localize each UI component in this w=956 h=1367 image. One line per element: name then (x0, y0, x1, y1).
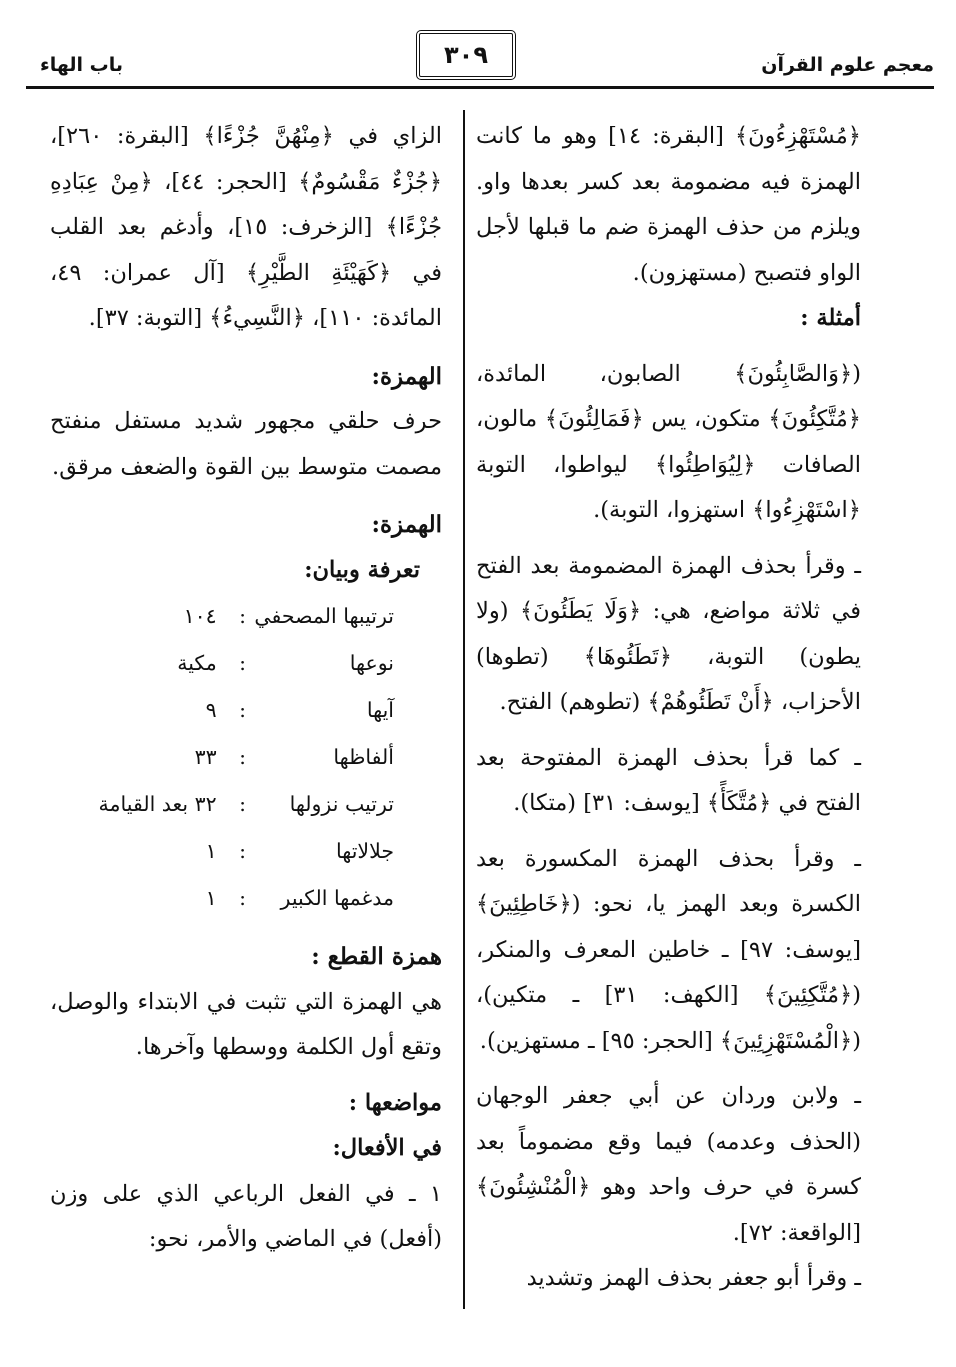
row-key: مدغمها الكبير (280, 885, 394, 910)
row-separator: : (239, 791, 246, 816)
paragraph: ـ وقرأ بحذف الهمزة المضمومة بعد الفتح في ثلاثة مواضع، هي: ﴿وَلَا يَطَئُونَ﴾ (ولا يطون) التوبة، ﴿تَطَئُوهَا﴾ (تطوها) الأحزاب، ﴿أَنْ تَطَئُوهُمْ﴾ (تطوهم) الفتح. (476, 552, 861, 715)
row-key: آيها (366, 697, 394, 722)
column-divider (463, 110, 465, 1309)
row-value: ١ (205, 838, 217, 863)
intro-label: تعرفة وبيان: (304, 556, 420, 583)
section-heading: همزة القطع : (311, 943, 442, 970)
header-rule (26, 86, 934, 89)
row-key: جلالاتها (336, 838, 394, 863)
table-row (50, 734, 394, 781)
chapter-title: باب الهاء (40, 54, 124, 76)
examples-label: أمثلة : (800, 305, 861, 331)
row-key: ألفاظها (333, 744, 394, 769)
row-separator: : (239, 885, 246, 910)
table-row (50, 687, 394, 734)
section-heading: الهمزة: (371, 511, 442, 538)
table-row (50, 593, 394, 640)
paragraph: ـ وقرأ بحذف الهمزة المكسورة بعد الكسرة وبعد الهمز يا، نحو: (﴿خَاطِئِينَ﴾ [يوسف: ٩٧] ـ خاطين المعرف والمنكر، (﴿مُتَّكِئِينَ﴾ [الكهف: ٣١] ـ متكين)، (﴿الْمُسْتَهْزِئِينَ﴾ [الحجر: ٩٥] ـ مستهزين). (476, 845, 861, 1054)
row-value: ٩ (205, 697, 217, 722)
verbs-label: في الأفعال: (332, 1135, 442, 1161)
section-heading: الهمزة: (371, 362, 442, 390)
row-separator: : (239, 838, 246, 863)
row-separator: : (239, 603, 246, 628)
row-key: نوعها (349, 650, 394, 675)
paragraph: ﴿مُسْتَهْزِءُونَ﴾ [البقرة: ١٤] وهو ما كانت الهمزة فيه مضمومة بعد كسر بعدها واو. ويلزم من حذف الهمزة ضم ما قبلها لأجل الواو فتصبح (مستهزون). (476, 123, 861, 286)
paragraph: هي الهمزة التي تثبت في الابتداء والوصل، وتقع أول الكلمة ووسطها وآخرها. (50, 988, 442, 1060)
row-value: ٣٢ بعد القيامة (98, 791, 217, 816)
row-separator: : (239, 744, 246, 769)
places-label: مواضعها : (348, 1089, 442, 1116)
table-row (50, 640, 394, 687)
page-number: ٣٠٩ (416, 30, 516, 80)
table-row (50, 875, 394, 922)
table-row (50, 828, 394, 875)
row-separator: : (239, 697, 246, 722)
paragraph: (﴿وَالصَّابِئُونَ﴾ الصابون، المائدة، ﴿مُتَّكِئُونَ﴾ متكون، يس ﴿فَمَالِئُونَ﴾ مالون، الصافات ﴿لِيُوَاطِئُوا﴾ ليواطوا، التوبة ﴿اسْتَهْزِءُوا﴾ استهزوا، التوبة). (476, 360, 861, 523)
paragraph: حرف حلقي مجهور شديد مستفل منفتح مصمت متوسط بين القوة والضعف مرقق. (50, 408, 442, 480)
table-row (50, 781, 394, 828)
row-key: ترتيبها المصحفي (254, 603, 394, 628)
paragraph: ١ ـ في الفعل الرباعي الذي على وزن (أفعل) في الماضي والأمر، نحو: (50, 1180, 442, 1252)
paragraph: ـ كما قرأ بحذف الهمزة المفتوحة بعد الفتح في ﴿مُتَّكَأً﴾ [يوسف: ٣١] (متكا). (476, 744, 861, 816)
paragraph: ـ وقرأ أبو جعفر بحذف الهمز وتشديد (526, 1265, 861, 1291)
row-value: ١٠٤ (183, 603, 217, 628)
left-column (50, 114, 442, 1263)
book-title: معجم علوم القرآن (761, 54, 934, 76)
paragraph: ـ ولابن وردان عن أبي جعفر الوجهان (الحذف وعدمه) فيما وقع مضموماً بعد كسرة في حرف واحد وهو ﴿الْمُنْشِئُونَ﴾ [الواقعة: ٧٢]. (476, 1083, 861, 1246)
row-value: ٣٣ (194, 744, 217, 769)
row-value: ١ (205, 885, 217, 910)
row-separator: : (239, 650, 246, 675)
paragraph: الزاي في ﴿مِنْهُنَّ جُزْءًا﴾ [البقرة: ٢٦٠]، ﴿جُزْءٌ مَقْسُومٌ﴾ [الحجر: ٤٤]، ﴿مِنْ عِبَادِهِ جُزْءًا﴾ [الزخرف: ١٥]، وأدغم بعد القلب في ﴿كَهَيْئَةِ الطَّيْرِ﴾ [آل عمران: ٤٩، المائدة: ١١٠]، ﴿النَّسِيءُ﴾ [التوبة: ٣٧]. (50, 123, 442, 331)
row-key: ترتيب نزولها (289, 791, 394, 816)
row-value: مكية (177, 650, 217, 675)
info-table (50, 593, 394, 922)
right-column (476, 114, 861, 1302)
